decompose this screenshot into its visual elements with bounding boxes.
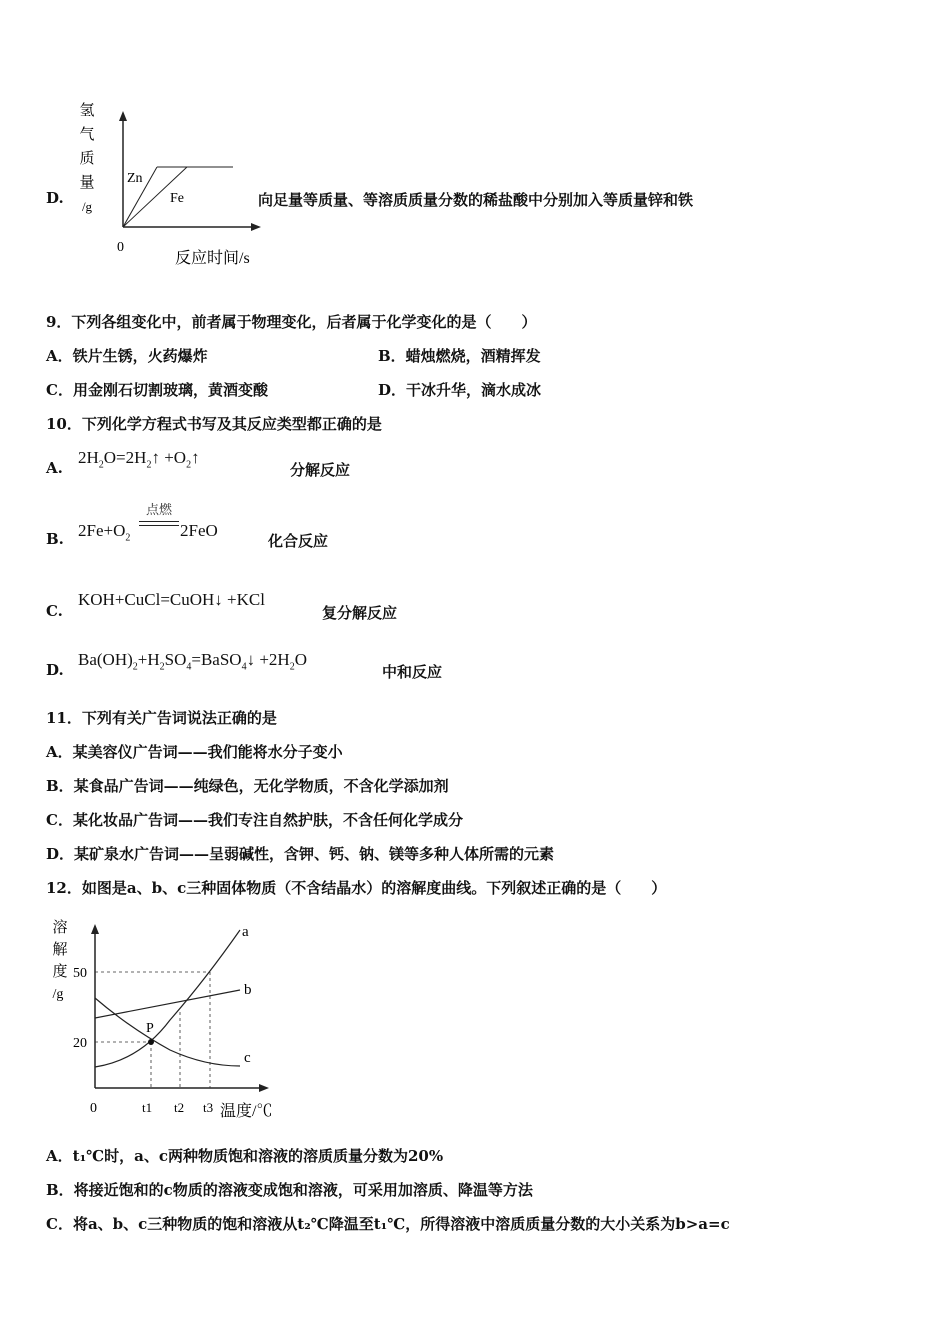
q8-xlabel: 反应时间/s — [175, 250, 250, 267]
q9-stem: 9．下列各组变化中，前者属于物理变化，后者属于化学变化的是（ ） — [46, 313, 537, 331]
q11-option-d: D．某矿泉水广告词——呈弱碱性，含钾、钙、钠、镁等多种人体所需的元素 — [46, 845, 555, 863]
q12-origin: 0 — [90, 1101, 97, 1116]
q10-option-b-type: 化合反应 — [268, 532, 329, 550]
q12-ytick-50: 50 — [73, 966, 87, 981]
q12-xtick-t1: t1 — [142, 1100, 153, 1115]
q10-option-b-label: B. — [46, 530, 64, 548]
q8-ylabel-char: 量 — [79, 175, 95, 191]
q8-option-d-text: 向足量等质量、等溶质质量分数的稀盐酸中分别加入等质量锌和铁 — [258, 191, 694, 209]
q10-option-d-label: D. — [46, 661, 64, 679]
q12-ylabel-char: 度 — [52, 964, 68, 980]
q11-option-a: A．某美容仪广告词——我们能将水分子变小 — [46, 743, 343, 761]
q12-label-c: c — [244, 1050, 251, 1066]
q10-option-c-label: C. — [46, 602, 63, 620]
q10-option-a-equation: $2H_2O=2H_2↑$ $+O_2↑$ — [78, 448, 200, 471]
q10-option-b-eq-line — [139, 521, 179, 522]
q10-option-a-type: 分解反应 — [290, 461, 351, 479]
q9-option-c: C．用金刚石切割玻璃，黄酒变酸 — [46, 381, 268, 399]
q10-option-c-type: 复分解反应 — [322, 604, 398, 622]
q8-fe-label: Fe — [170, 191, 184, 206]
q12-chart — [40, 910, 290, 1125]
q10-option-b-condition-wrap — [139, 504, 179, 526]
q10-option-b-eq-line — [139, 525, 179, 526]
q8-x-arrow — [251, 223, 261, 231]
q10-option-b-equation-right: 2FeO — [180, 521, 218, 540]
q12-ylabel-char: 解 — [52, 942, 68, 958]
q10-option-d-equation: $Ba(OH)_2+H_2SO_4=BaSO_4↓ +2H_2O$ — [78, 650, 307, 673]
q8-ylabel-char: 气 — [79, 127, 95, 143]
q12-curve-b — [95, 990, 240, 1018]
q12-option-c: C．将a、b、c三种物质的饱和溶液从t₂℃降温至t₁℃，所得溶液中溶质质量分数的大小关系为b>a=c — [46, 1215, 730, 1233]
q10-option-a-label: A. — [46, 459, 63, 477]
q12-curve-a — [95, 930, 240, 1067]
q12-option-b: B．将接近饱和的c物质的溶液变成饱和溶液，可采用加溶质、降温等方法 — [46, 1181, 533, 1199]
q12-xtick-t2: t2 — [174, 1100, 185, 1115]
q12-ylabel-char: 溶 — [52, 920, 68, 936]
q12-point-p — [148, 1039, 154, 1045]
q12-xtick-t3: t3 — [203, 1100, 214, 1115]
q11-option-b: B．某食品广告词——纯绿色，无化学物质，不含化学添加剂 — [46, 777, 449, 795]
q12-point-label: P — [146, 1021, 154, 1036]
q10-stem: 10．下列化学方程式书写及其反应类型都正确的是 — [46, 415, 382, 433]
q10-option-b-equation-left: $2Fe+O_2$ — [78, 521, 131, 544]
q8-ylabel-char: /g — [81, 199, 93, 214]
q10-option-c-equation: KOH+CuCl=CuOH↓ +KCl — [78, 590, 265, 609]
q8-zn-label: Zn — [127, 171, 143, 186]
q8-ylabel-char: 质 — [79, 151, 95, 167]
q10-option-d-type: 中和反应 — [382, 663, 443, 681]
q11-option-c: C．某化妆品广告词——我们专注自然护肤，不含任何化学成分 — [46, 811, 463, 829]
q12-option-a: A．t₁℃时，a、c两种物质饱和溶液的溶质质量分数为20% — [46, 1147, 444, 1165]
q8-y-arrow — [119, 111, 127, 121]
q10-option-b-condition: 点燃 — [145, 503, 172, 518]
q12-xlabel: 温度/℃ — [220, 1103, 273, 1120]
q12-curve-c — [95, 998, 240, 1066]
q12-label-a: a — [242, 924, 249, 940]
q12-x-arrow — [259, 1084, 269, 1092]
q12-y-arrow — [91, 924, 99, 934]
q12-stem: 12．如图是a、b、c三种固体物质（不含结晶水）的溶解度曲线。下列叙述正确的是（ ） — [46, 879, 667, 897]
q11-stem: 11．下列有关广告词说法正确的是 — [46, 709, 277, 727]
q12-ylabel-char: /g — [52, 987, 64, 1002]
q8-option-d-label: D. — [46, 189, 64, 207]
q8-origin: 0 — [117, 240, 124, 255]
q9-option-d: D．干冰升华，滴水成冰 — [378, 381, 542, 399]
q12-ytick-20: 20 — [73, 1036, 87, 1051]
q12-label-b: b — [244, 982, 252, 998]
q9-option-a: A．铁片生锈，火药爆炸 — [46, 347, 208, 365]
q8-ylabel-char: 氢 — [79, 103, 95, 119]
q8-chart — [75, 95, 275, 275]
q9-option-b: B．蜡烛燃烧，酒精挥发 — [378, 347, 541, 365]
